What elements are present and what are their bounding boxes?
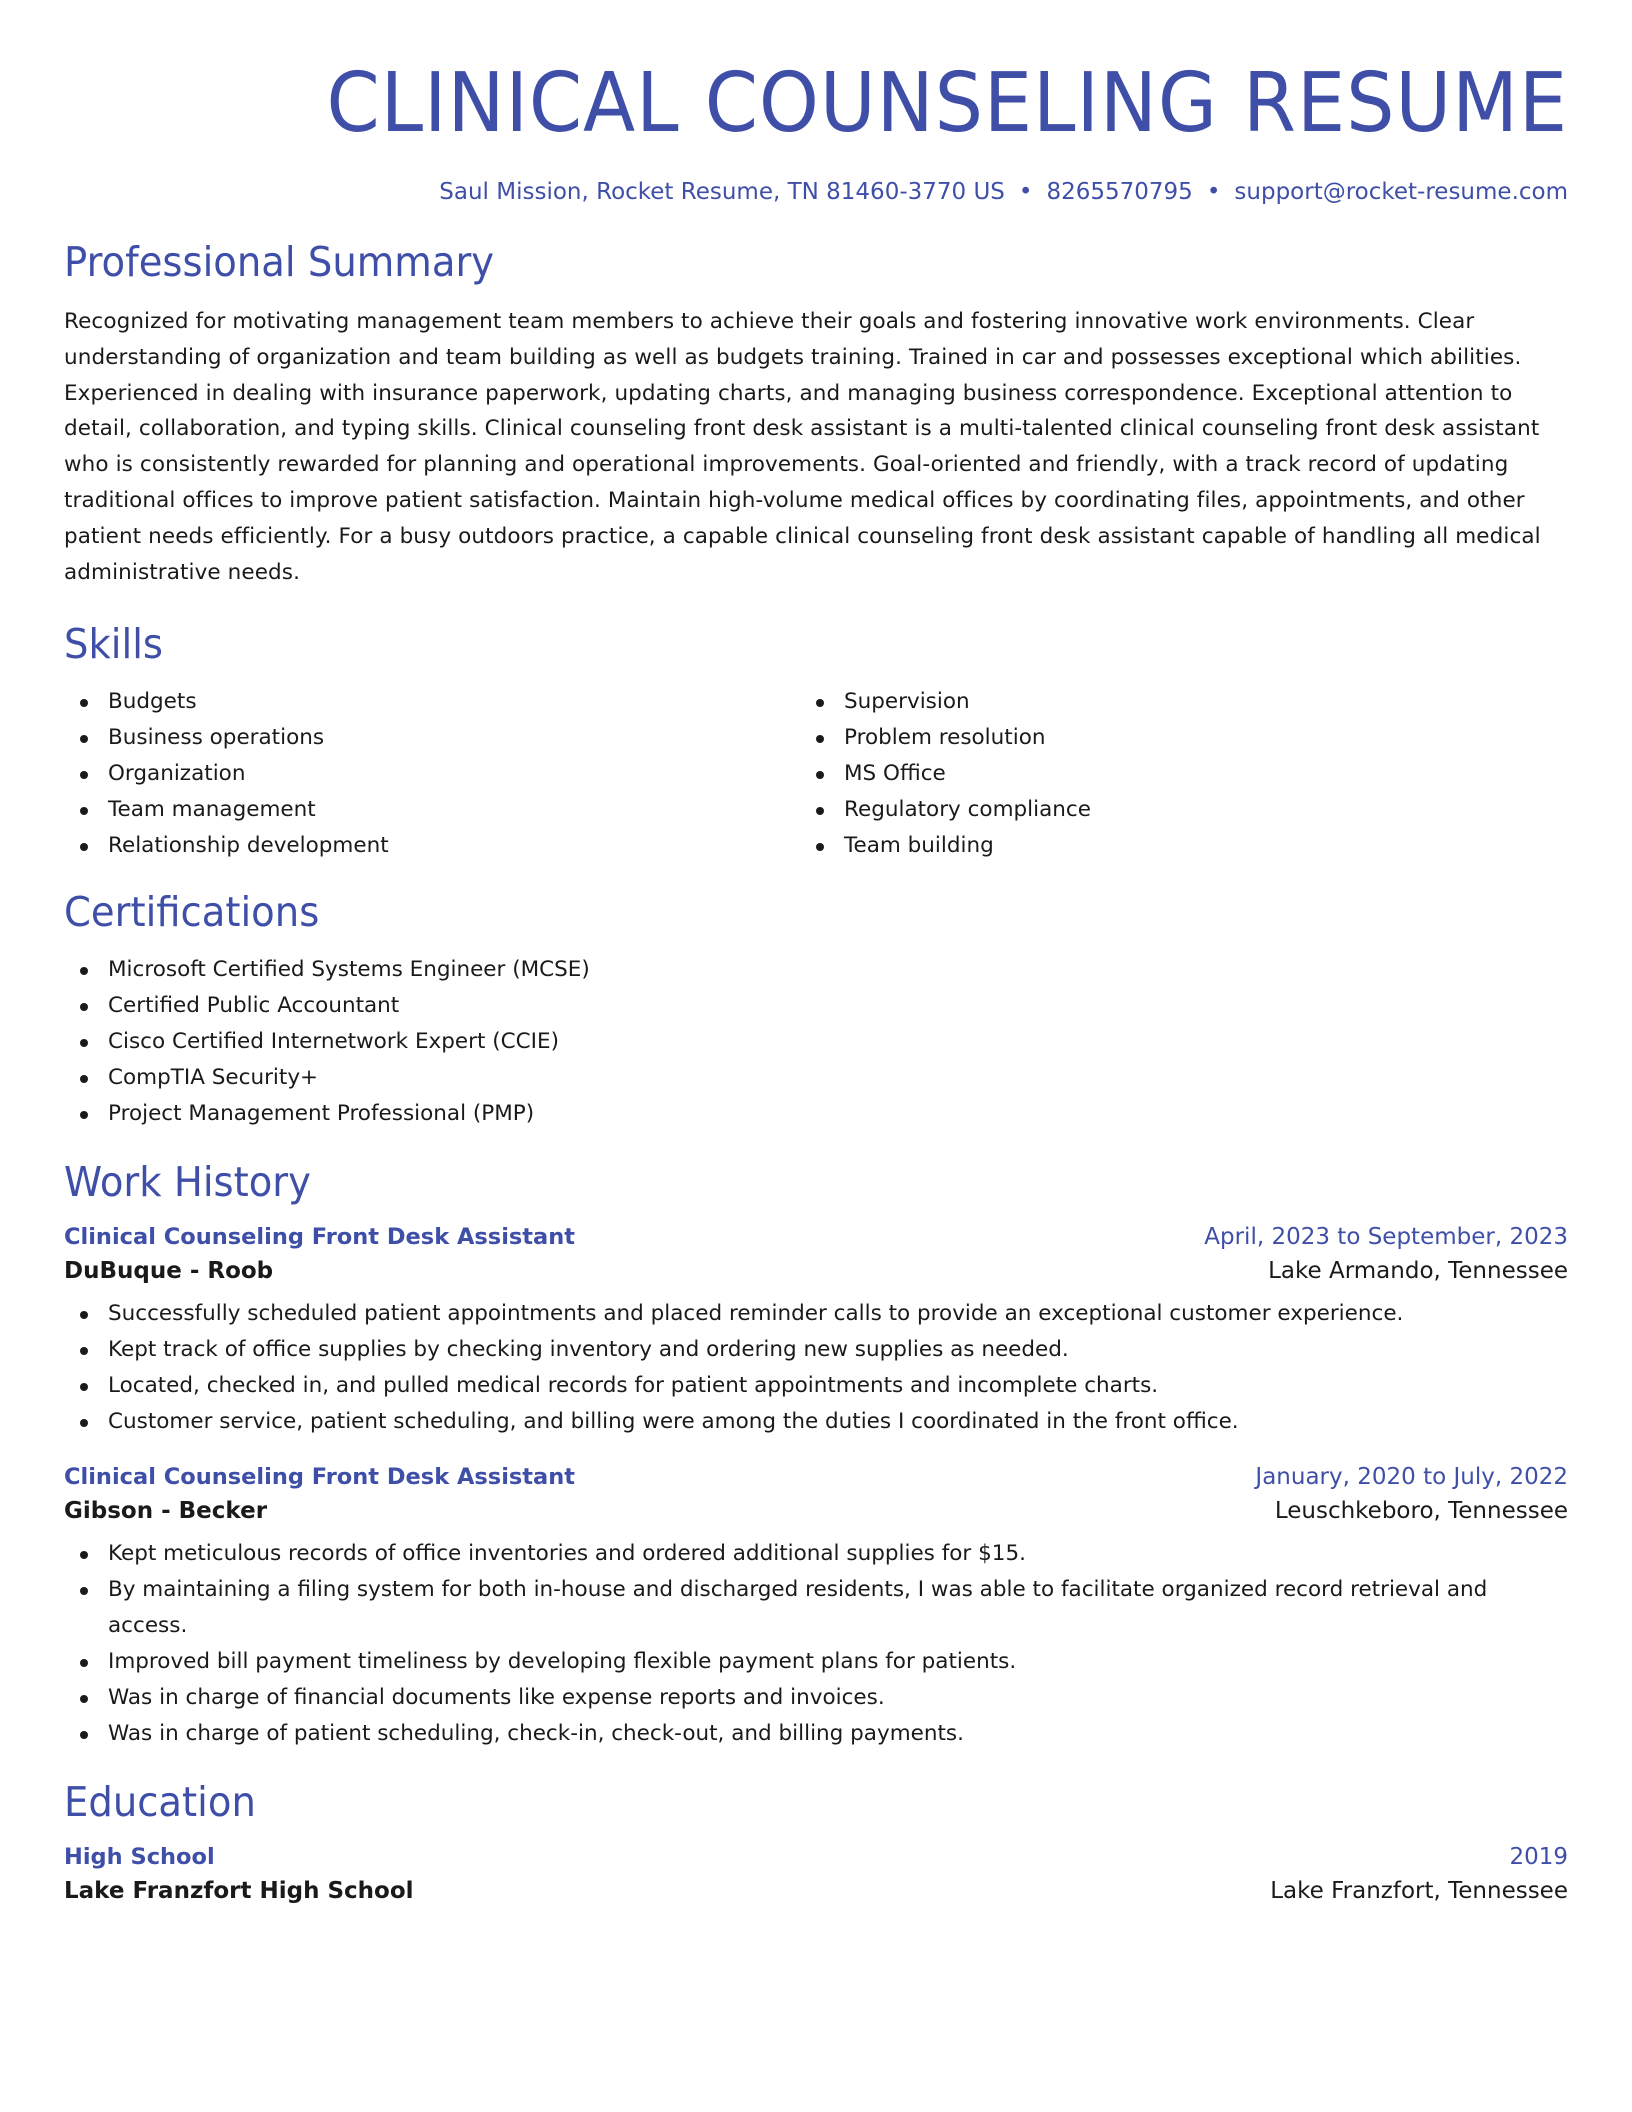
certification-item: Microsoft Certified Systems Engineer (MCSE) (64, 952, 1568, 988)
education-heading: Education (64, 1778, 256, 1827)
job-employer-row (64, 1258, 1568, 1284)
skill-item: Relationship development (64, 828, 800, 864)
education-header-row (64, 1844, 1568, 1870)
skill-item: Organization (64, 756, 800, 792)
work-history-heading: Work History (64, 1158, 311, 1207)
job-employer: DuBuque - Roob (64, 1258, 274, 1285)
certifications-list (64, 952, 1568, 1132)
job-duty-item: Was in charge of financial documents like expense reports and invoices. (64, 1680, 1568, 1716)
job-header-row (64, 1464, 1568, 1490)
summary-section (64, 234, 1568, 590)
education-location: Lake Franzfort, Tennessee (1270, 1878, 1568, 1905)
job-entry (64, 1464, 1568, 1752)
education-school: Lake Franzfort High School (64, 1878, 414, 1905)
contact-line (64, 176, 1568, 208)
job-entry (64, 1224, 1568, 1440)
skills-section (64, 616, 1568, 864)
skills-right-list (800, 684, 1536, 864)
job-location: Lake Armando, Tennessee (1268, 1258, 1568, 1285)
skill-item: Budgets (64, 684, 800, 720)
skill-item: Regulatory compliance (800, 792, 1536, 828)
job-duties-list (64, 1536, 1568, 1752)
skill-item: MS Office (800, 756, 1536, 792)
education-entry (64, 1844, 1568, 1904)
skill-item: Business operations (64, 720, 800, 756)
certifications-heading: Certifications (64, 888, 320, 937)
job-duties-list (64, 1296, 1568, 1440)
skill-item: Team building (800, 828, 1536, 864)
education-year: 2019 (1509, 1844, 1568, 1871)
education-school-row (64, 1878, 1568, 1904)
job-header-row (64, 1224, 1568, 1250)
job-duty-item: Successfully scheduled patient appointments and placed reminder calls to provide an exceptional customer experience. (64, 1296, 1568, 1332)
job-duty-item: Located, checked in, and pulled medical records for patient appointments and incomplete charts. (64, 1368, 1568, 1404)
skills-grid (64, 684, 1568, 864)
education-degree: High School (64, 1844, 215, 1871)
job-duty-item: Kept track of office supplies by checking inventory and ordering new supplies as needed. (64, 1332, 1568, 1368)
job-duty-item: Kept meticulous records of office inventories and ordered additional supplies for $15. (64, 1536, 1568, 1572)
skills-left-list (64, 684, 800, 864)
job-dates: January, 2020 to July, 2022 (1255, 1464, 1568, 1491)
job-employer-row (64, 1498, 1568, 1524)
skill-item: Supervision (800, 684, 1536, 720)
summary-text: Recognized for motivating management team members to achieve their goals and fostering innovative work environments. Clear understanding of organization and team building as well as budgets training. Trained in car and possesses exceptional which abilities. Experienced in dealing with insurance paperwork, updating charts, and managing business correspondence. Exceptional attention to detail, collaboration, and typing skills. Clinical counseling front desk assistant is a multi-talented clinical counseling front desk assistant who is consistently rewarded for planning and operational improvements. Goal-oriented and friendly, with a track record of updating traditional offices to improve patient satisfaction. Maintain high-volume medical offices by coordinating files, appointments, and other patient needs efficiently. For a busy outdoors practice, a capable clinical counseling front desk assistant capable of handling all medical administrative needs. (64, 309, 1541, 585)
summary-heading: Professional Summary (64, 238, 495, 286)
work-history-section (64, 1154, 1568, 1752)
resume-title: CLINICAL COUNSELING RESUME (326, 56, 1569, 151)
contact-separator: • (1018, 179, 1033, 205)
contact-email: support@rocket-resume.com (1234, 179, 1568, 205)
contact-address: Saul Mission, Rocket Resume, TN 81460-3770 US (439, 179, 1005, 205)
job-duty-item: Improved bill payment timeliness by developing flexible payment plans for patients. (64, 1644, 1568, 1680)
certification-item: CompTIA Security+ (64, 1060, 1568, 1096)
job-title: Clinical Counseling Front Desk Assistant (64, 1224, 576, 1251)
job-employer: Gibson - Becker (64, 1498, 268, 1525)
certification-item: Project Management Professional (PMP) (64, 1096, 1568, 1132)
skills-heading: Skills (64, 620, 163, 669)
job-location: Leuschkeboro, Tennessee (1274, 1498, 1568, 1525)
job-duty-item: Customer service, patient scheduling, and billing were among the duties I coordinated in the front office. (64, 1404, 1568, 1440)
certification-item: Certified Public Accountant (64, 988, 1568, 1024)
contact-phone: 8265570795 (1046, 179, 1193, 205)
job-duty-item: Was in charge of patient scheduling, check-in, check-out, and billing payments. (64, 1716, 1568, 1752)
contact-separator: • (1206, 179, 1221, 205)
skill-item: Team management (64, 792, 800, 828)
job-dates: April, 2023 to September, 2023 (1204, 1224, 1568, 1251)
job-duty-item: By maintaining a filing system for both in-house and discharged residents, I was able to facilitate organized record retrieval and access. (64, 1572, 1568, 1644)
education-section (64, 1774, 1568, 1904)
job-title: Clinical Counseling Front Desk Assistant (64, 1464, 576, 1491)
skill-item: Problem resolution (800, 720, 1536, 756)
certification-item: Cisco Certified Internetwork Expert (CCIE) (64, 1024, 1568, 1060)
certifications-section (64, 884, 1568, 1132)
